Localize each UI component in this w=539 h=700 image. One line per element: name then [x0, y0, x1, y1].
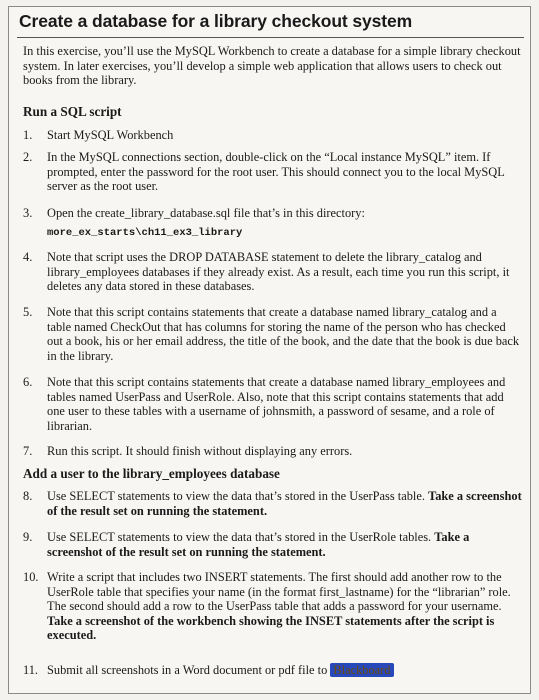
step-5: 5. Note that this script contains statements that create a database named library_catalog and a table named CheckOut that has columns for storing the name of the person who has checked out a book, his or her email address, the title of the book, and the date that the book is due back in the library.: [23, 305, 520, 363]
step-4: 4. Note that script uses the DROP DATABASE statement to delete the library_catalog and library_employees databases if they already exist. As a result, each time you run this script, it deletes any data stored in these databases.: [23, 250, 510, 294]
document-page: [8, 6, 531, 694]
section-heading-run-sql: Run a SQL script: [23, 104, 122, 119]
directory-path: more_ex_starts\ch11_ex3_library: [47, 227, 243, 239]
step-2: 2. In the MySQL connections section, double-click on the “Local instance MySQL” item. If prompted, enter the password for the root user. This should connect you to the local MySQL server as the root user.: [23, 150, 505, 194]
intro-paragraph: In this exercise, you’ll use the MySQL Workbench to create a database for a simple library checkout system. In later exercises, you’ll develop a simple web application that allows users to check out books from the library.: [23, 44, 521, 88]
step-1: 1. Start MySQL Workbench: [23, 128, 174, 142]
step-3: 3. Open the create_library_database.sql file that’s in this directory:: [23, 206, 365, 220]
step-11: 11. Submit all screenshots in a Word document or pdf file to Blackboard: [23, 663, 523, 678]
document-title: Create a database for a library checkout system: [19, 11, 413, 31]
step-7: 7. Run this script. It should finish without displaying any errors.: [23, 444, 353, 458]
blackboard-link[interactable]: Blackboard: [330, 663, 393, 677]
step-8: 8. Use SELECT statements to view the data that’s stored in the UserPass table. Take a screenshot of the result set on running the statement.: [23, 489, 522, 518]
section-heading-add-user: Add a user to the library_employees database: [23, 466, 280, 481]
step-6: 6. Note that this script contains statements that create a database named library_employees and tables named UserPass and UserRole. Also, note that this script contains statements that add one user to these tables with a username of johnsmith, a password of sesame, and a role of librarian.: [23, 375, 506, 433]
title-underline: [17, 37, 524, 38]
step-9: 9. Use SELECT statements to view the data that’s stored in the UserRole tables. Take a screenshot of the result set on running the statement.: [23, 530, 470, 559]
step-10: 10. Write a script that includes two INSERT statements. The first should add another row to the UserRole table that specifies your name (in the format first_lastname) for the “librarian” role. The second should add a row to the UserPass table that adds a password for your username. Take a screenshot of the workbench showing the INSET statements after the script is executed.: [23, 570, 511, 643]
